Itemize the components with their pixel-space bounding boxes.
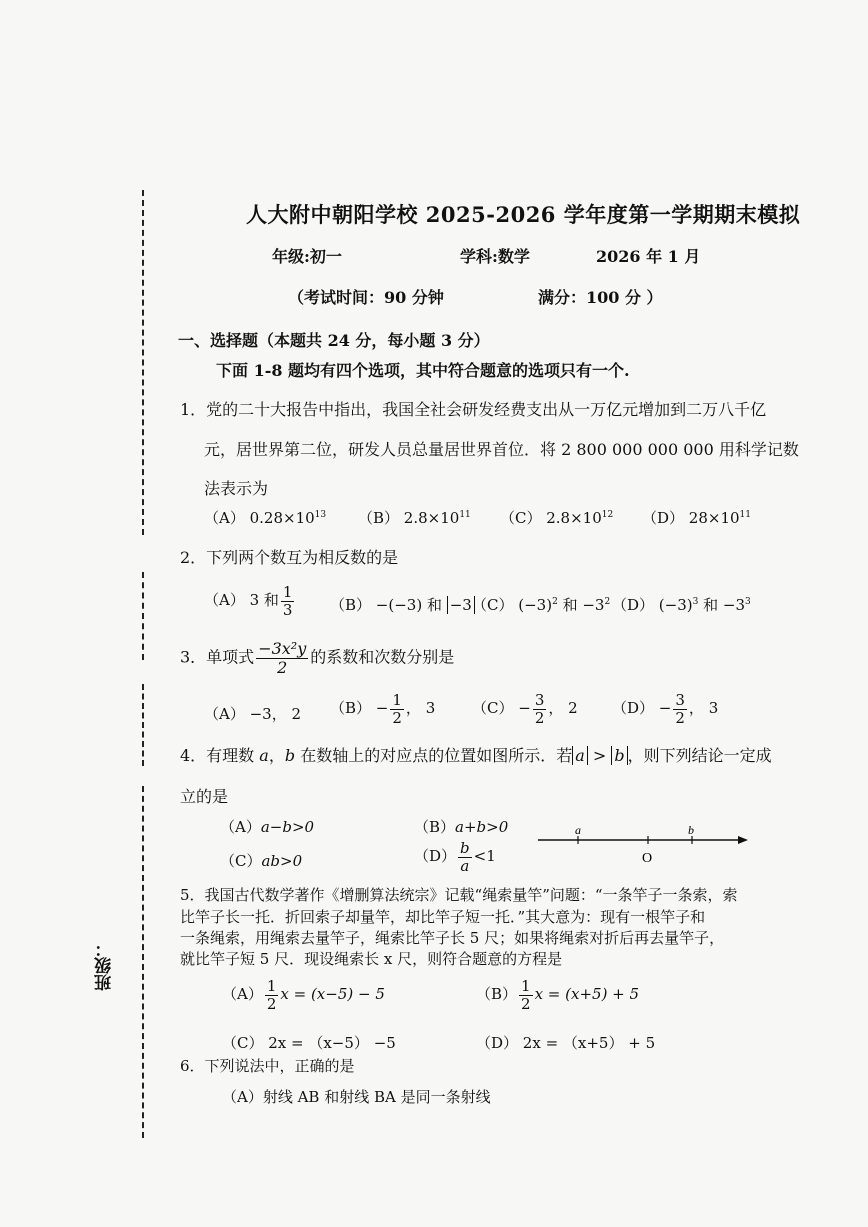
binding-dash-line-2 [142,572,144,660]
binding-dash-line-1 [142,190,144,535]
q3-option-b[interactable]: （B） − $\frac{1}{2}$ ， 3 [330,691,436,727]
full-score: 满分：100 分 ） [538,288,663,307]
q5-option-d[interactable]: （D） 2x = （x+5） + 5 [476,1034,656,1052]
q6-stem: 6．下列说法中，正确的是 [180,1057,355,1075]
q2-option-d[interactable]: （D） $(-3)^3$ 和 $-3^3$ [612,596,751,614]
q1-option-c[interactable]: （C） $2.8\times 10^{12}$ [500,509,614,527]
q3-option-d[interactable]: （D） − $\frac{3}{2}$ ， 3 [612,691,719,727]
q4-line1: 4．有理数 a，b 在数轴上的对应点的位置如图所示．若 a > b ，则下列结论一定成 [180,746,772,765]
subject-info: 学科:数学 [460,247,530,266]
q4-option-b[interactable]: （B）a+b>0 [414,818,509,836]
axis-label-zero: O [642,851,653,866]
q1-option-b[interactable]: （B） $2.8\times 10^{11}$ [358,509,471,527]
q4-option-d[interactable]: （D） $\frac{b}{a}$ <1 [414,839,496,875]
axis-arrow-icon [738,836,748,844]
q6-option-a[interactable]: （A）射线 AB 和射线 BA 是同一条射线 [222,1088,491,1106]
q4-option-a[interactable]: （A）a−b>0 [220,818,315,836]
q2-stem: 2．下列两个数互为相反数的是 [180,548,399,567]
q1-line3: 法表示为 [204,479,269,498]
q2-option-c[interactable]: （C） $(-3)^2$ 和 $-3^2$ [472,596,611,614]
date-info: 2026 年 1 月 [596,247,701,266]
exam-time: （考试时间：90 分钟 [288,288,444,307]
q1-option-a[interactable]: （A） $0.28\times 10^{13}$ [204,509,327,527]
q1-line2: 元，居世界第二位，研发人员总量居世界首位．将 2 800 000 000 000 用科学记数 [204,440,799,459]
q3-stem: 3．单项式 $\frac{\text{−3x²y}}{2}$ 的系数和次数分别是 [180,639,455,677]
q2-option-a[interactable]: （A） 3 和 $\frac{1}{3}$ [204,583,293,619]
grade-info: 年级:初一 [272,247,342,266]
axis-label-a: a [575,823,581,837]
q5-option-c[interactable]: （C） 2x = （x−5） −5 [222,1034,396,1052]
q1-option-d[interactable]: （D） $28\times 10^{11}$ [642,509,751,527]
q3-option-a[interactable]: （A） −3， 2 [204,705,302,723]
binding-dash-line-3 [142,684,144,766]
class-label: 班级： [95,940,115,991]
q4-line2: 立的是 [180,787,229,806]
q5-line1: 5．我国古代数学著作《增删算法统宗》记载“绳索量竿”问题：“一条竿子一条索，索 [180,886,738,904]
q5-line4: 就比竿子短 5 尺．现设绳索长 x 尺，则符合题意的方程是 [180,950,563,968]
q2-option-b[interactable]: （B） −(−3) 和 −3 [330,594,475,615]
q3-option-c[interactable]: （C） − $\frac{3}{2}$ ， 2 [472,691,578,727]
q1-line1: 1．党的二十大报告中指出，我国全社会研发经费支出从一万亿元增加到二万八千亿 [180,400,767,419]
q5-option-a[interactable]: （A） $\frac{1}{2}$ x = (x−5) − 5 [222,977,385,1013]
q5-line3: 一条绳索，用绳索去量竿子，绳索比竿子长 5 尺；如果将绳索对折后再去量竿子， [180,929,725,947]
q5-option-b[interactable]: （B） $\frac{1}{2}$ x = (x+5) + 5 [476,977,640,1013]
binding-dash-line-4 [142,786,144,1138]
page-title: 人大附中朝阳学校 2025-2026 学年度第一学期期末模拟 [246,202,801,227]
q5-line2: 比竿子长一托．折回索子却量竿，却比竿子短一托．”其大意为：现有一根竿子和 [180,908,706,926]
section-instruction: 下面 1-8 题均有四个选项，其中符合题意的选项只有一个. [216,361,630,380]
q4-option-c[interactable]: （C）ab>0 [220,852,303,870]
number-line-figure [534,822,754,868]
axis-label-b: b [688,823,694,837]
section-heading: 一、选择题（本题共 24 分，每小题 3 分） [178,331,490,350]
